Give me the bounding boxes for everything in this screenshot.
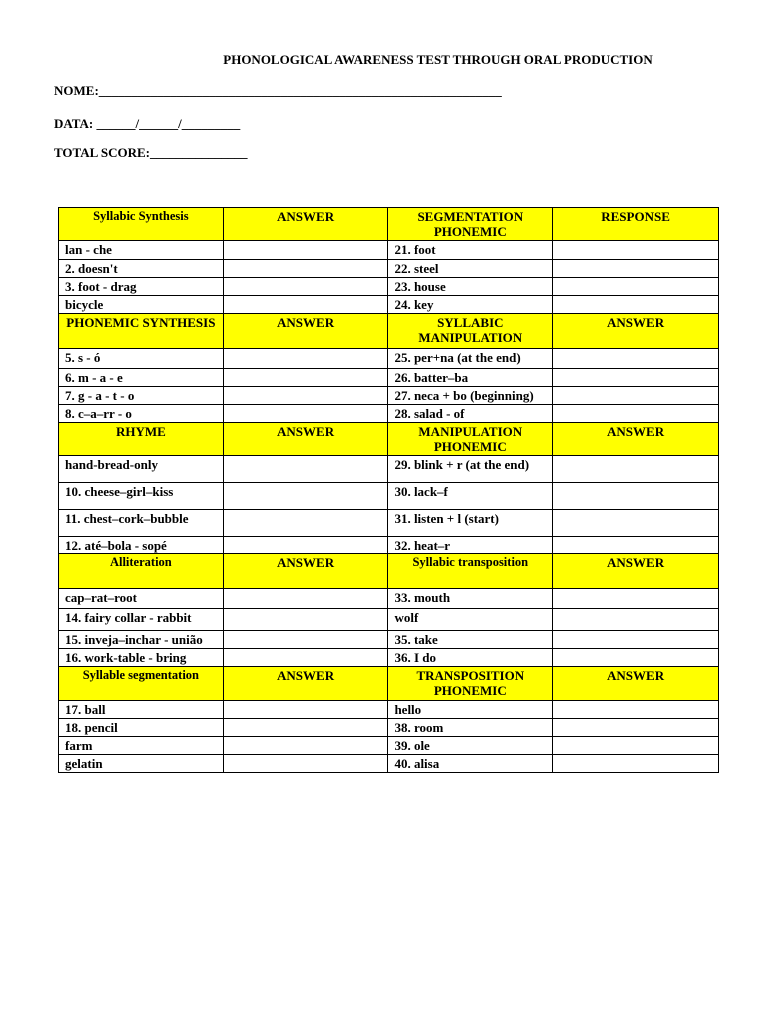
table-row [59, 737, 719, 755]
table-row [59, 701, 719, 719]
section-right-header: SEGMENTATION PHONEMIC [388, 208, 553, 241]
table-row [59, 755, 719, 773]
right-answer-cell[interactable] [553, 296, 719, 314]
total-score-field[interactable]: TOTAL SCORE:_______________ [54, 145, 248, 160]
right-item: hello [388, 701, 553, 719]
left-item: 12. até–bola - sopé [59, 537, 224, 554]
right-item: 40. alisa [388, 755, 553, 773]
left-answer-cell[interactable] [223, 483, 388, 510]
section-right-header: TRANSPOSITION PHONEMIC [388, 667, 553, 701]
right-answer-cell[interactable] [553, 737, 719, 755]
right-answer-header: ANSWER [553, 423, 719, 456]
left-answer-cell[interactable] [223, 649, 388, 667]
right-answer-cell[interactable] [553, 278, 719, 296]
table-row [59, 649, 719, 667]
left-answer-header: ANSWER [223, 667, 388, 701]
right-answer-cell[interactable] [553, 369, 719, 387]
left-item: 8. c–a–rr - o [59, 405, 224, 423]
right-item: 32. heat–r [388, 537, 553, 554]
left-item: 2. doesn't [59, 260, 224, 278]
right-item: 33. mouth [388, 589, 553, 609]
left-item: 18. pencil [59, 719, 224, 737]
left-answer-header: ANSWER [223, 554, 388, 589]
left-answer-header: ANSWER [223, 208, 388, 241]
left-item: 14. fairy collar - rabbit [59, 609, 224, 631]
table-row [59, 296, 719, 314]
left-answer-cell[interactable] [223, 719, 388, 737]
right-item: 23. house [388, 278, 553, 296]
left-item: 3. foot - drag [59, 278, 224, 296]
right-item: 36. I do [388, 649, 553, 667]
right-item: 21. foot [388, 241, 553, 260]
section-left-header: Syllabic Synthesis [59, 208, 224, 241]
right-answer-cell[interactable] [553, 405, 719, 423]
right-answer-cell[interactable] [553, 537, 719, 554]
right-answer-cell[interactable] [553, 589, 719, 609]
right-answer-cell[interactable] [553, 609, 719, 631]
table-row [59, 349, 719, 369]
section-right-header: Syllabic transposition [388, 554, 553, 589]
table-row [59, 537, 719, 554]
table-row [59, 483, 719, 510]
left-answer-cell[interactable] [223, 537, 388, 554]
section-left-header: Syllable segmentation [59, 667, 224, 701]
left-answer-cell[interactable] [223, 456, 388, 483]
left-answer-cell[interactable] [223, 405, 388, 423]
left-answer-cell[interactable] [223, 510, 388, 537]
right-item: 39. ole [388, 737, 553, 755]
table-row [59, 456, 719, 483]
left-item: bicycle [59, 296, 224, 314]
right-item: wolf [388, 609, 553, 631]
table-row [59, 510, 719, 537]
left-answer-cell[interactable] [223, 387, 388, 405]
section-header-row [59, 423, 719, 456]
left-answer-cell[interactable] [223, 589, 388, 609]
right-item: 31. listen + l (start) [388, 510, 553, 537]
table-row [59, 369, 719, 387]
right-answer-cell[interactable] [553, 260, 719, 278]
right-item: 22. steel [388, 260, 553, 278]
right-answer-cell[interactable] [553, 349, 719, 369]
left-answer-cell[interactable] [223, 296, 388, 314]
left-answer-cell[interactable] [223, 260, 388, 278]
left-answer-cell[interactable] [223, 369, 388, 387]
left-item: lan - che [59, 241, 224, 260]
table-row [59, 387, 719, 405]
section-left-header: PHONEMIC SYNTHESIS [59, 314, 224, 349]
left-item: 10. cheese–girl–kiss [59, 483, 224, 510]
right-item: 38. room [388, 719, 553, 737]
table-row [59, 278, 719, 296]
left-item: 11. chest–cork–bubble [59, 510, 224, 537]
right-answer-cell[interactable] [553, 510, 719, 537]
right-answer-header: ANSWER [553, 667, 719, 701]
right-answer-header: ANSWER [553, 314, 719, 349]
left-answer-header: ANSWER [223, 314, 388, 349]
right-answer-cell[interactable] [553, 649, 719, 667]
right-answer-header: RESPONSE [553, 208, 719, 241]
left-item: hand-bread-only [59, 456, 224, 483]
right-item: 27. neca + bo (beginning) [388, 387, 553, 405]
left-answer-cell[interactable] [223, 737, 388, 755]
left-answer-cell[interactable] [223, 701, 388, 719]
left-item: 7. g - a - t - o [59, 387, 224, 405]
section-right-header: SYLLABIC MANIPULATION [388, 314, 553, 349]
right-item: 24. key [388, 296, 553, 314]
left-item: cap–rat–root [59, 589, 224, 609]
left-answer-cell[interactable] [223, 755, 388, 773]
right-item: 29. blink + r (at the end) [388, 456, 553, 483]
right-answer-cell[interactable] [553, 241, 719, 260]
left-item: farm [59, 737, 224, 755]
right-item: 25. per+na (at the end) [388, 349, 553, 369]
right-answer-cell[interactable] [553, 483, 719, 510]
left-item: 15. inveja–inchar - união [59, 631, 224, 649]
right-answer-cell[interactable] [553, 387, 719, 405]
section-left-header: RHYME [59, 423, 224, 456]
test-table [58, 207, 719, 773]
left-item: 6. m - a - e [59, 369, 224, 387]
section-left-header: Alliteration [59, 554, 224, 589]
left-answer-header: ANSWER [223, 423, 388, 456]
left-answer-cell[interactable] [223, 241, 388, 260]
table-row [59, 241, 719, 260]
right-answer-cell[interactable] [553, 631, 719, 649]
right-answer-cell[interactable] [553, 456, 719, 483]
page-title: PHONOLOGICAL AWARENESS TEST THROUGH ORAL PRODUCTION [223, 52, 653, 67]
section-header-row [59, 667, 719, 701]
right-answer-cell[interactable] [553, 719, 719, 737]
table-row [59, 589, 719, 609]
right-answer-header: ANSWER [553, 554, 719, 589]
section-header-row [59, 314, 719, 349]
table-row [59, 260, 719, 278]
left-answer-cell[interactable] [223, 278, 388, 296]
table-row [59, 719, 719, 737]
left-item: 5. s - ó [59, 349, 224, 369]
table-row [59, 631, 719, 649]
left-answer-cell[interactable] [223, 609, 388, 631]
section-header-row [59, 208, 719, 241]
section-header-row [59, 554, 719, 589]
right-item: 28. salad - of [388, 405, 553, 423]
right-answer-cell[interactable] [553, 755, 719, 773]
right-item: 35. take [388, 631, 553, 649]
right-answer-cell[interactable] [553, 701, 719, 719]
date-field[interactable]: DATA: ______/______/_________ [54, 116, 241, 131]
left-answer-cell[interactable] [223, 631, 388, 649]
right-item: 30. lack–f [388, 483, 553, 510]
left-item: 16. work-table - bring [59, 649, 224, 667]
left-answer-cell[interactable] [223, 349, 388, 369]
left-item: gelatin [59, 755, 224, 773]
table-row [59, 405, 719, 423]
section-right-header: MANIPULATION PHONEMIC [388, 423, 553, 456]
left-item: 17. ball [59, 701, 224, 719]
right-item: 26. batter–ba [388, 369, 553, 387]
table-row [59, 609, 719, 631]
name-field[interactable]: NOME:______________________________________________________________ [54, 83, 502, 98]
